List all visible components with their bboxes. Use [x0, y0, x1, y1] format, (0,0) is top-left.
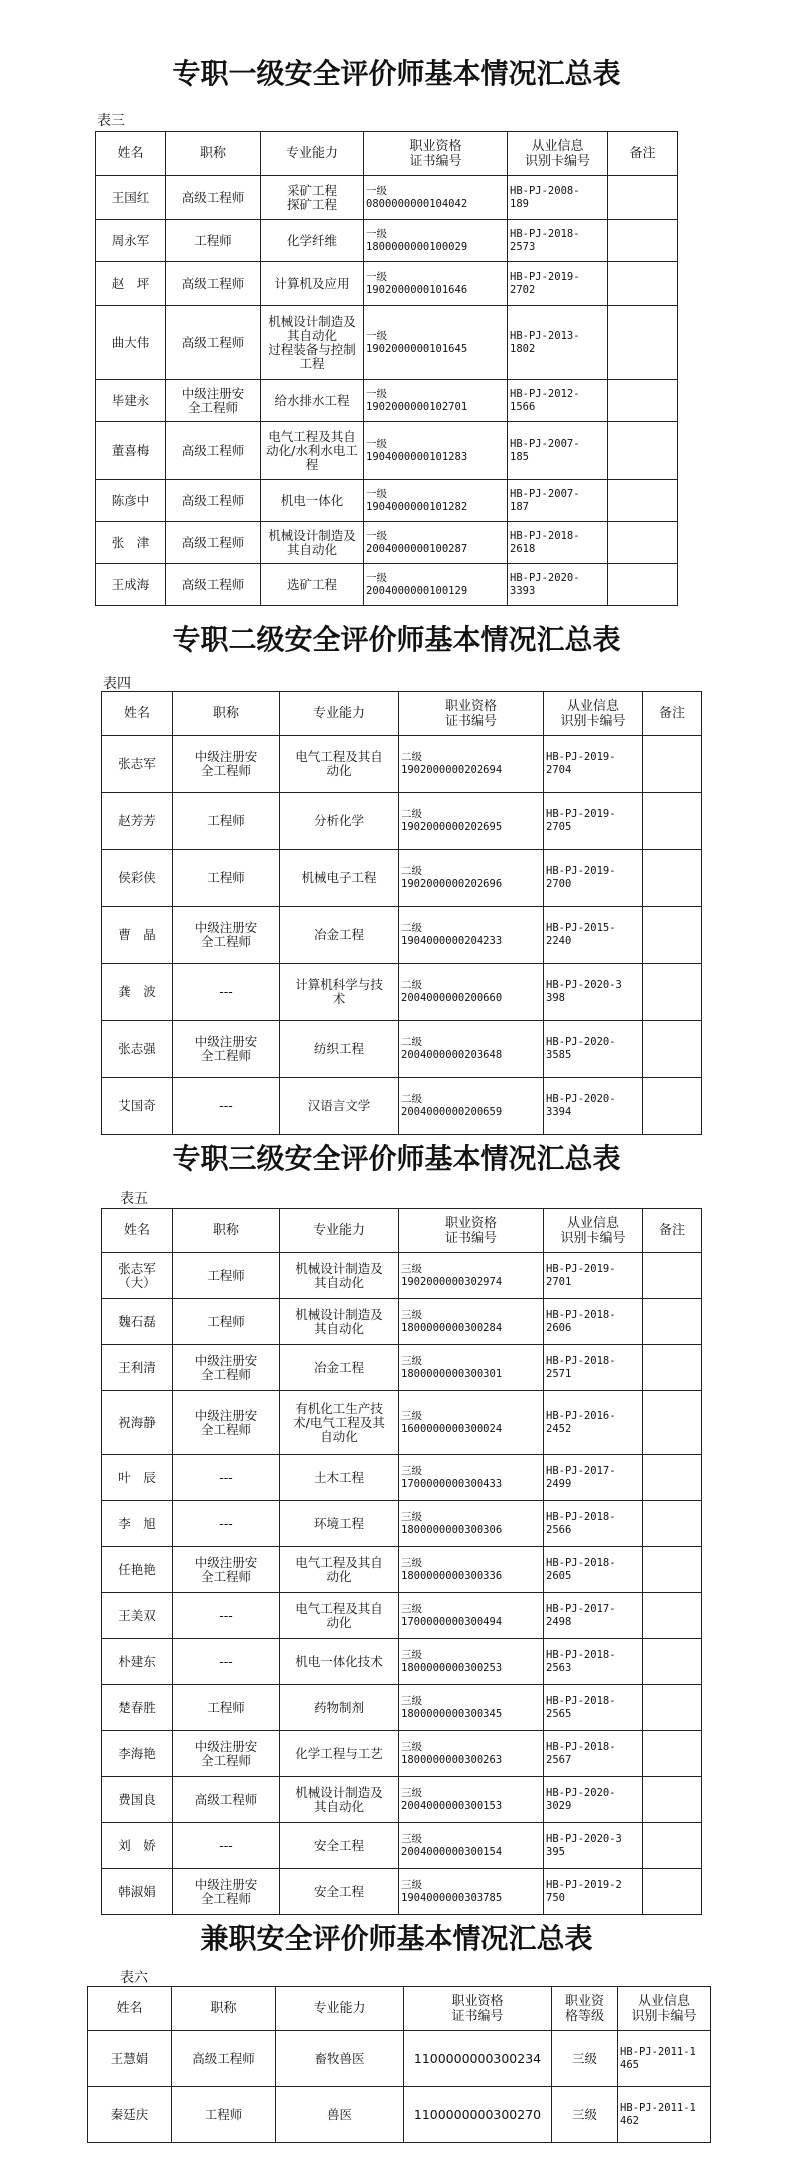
cell-name: 楚春胜 [102, 1685, 173, 1731]
cell-cert: 三级 1800000000300263 [399, 1731, 544, 1777]
cell-cert: 三级 1700000000300494 [399, 1593, 544, 1639]
column-header: 专业能力 [261, 132, 364, 176]
cell-card: HB-PJ-2019- 2704 [544, 736, 643, 793]
cell-note [643, 907, 702, 964]
cell-title: 高级工程师 [173, 1777, 280, 1823]
cell-card: HB-PJ-2020- 3585 [544, 1021, 643, 1078]
cell-name: 朴建东 [102, 1639, 173, 1685]
column-header: 专业能力 [280, 692, 399, 736]
table-row [102, 1547, 702, 1593]
cell-note [643, 1253, 702, 1299]
cell-skill: 给水排水工程 [261, 380, 364, 422]
cell-card: HB-PJ-2015- 2240 [544, 907, 643, 964]
cell-title: 工程师 [172, 2087, 276, 2143]
cell-name: 韩淑娟 [102, 1869, 173, 1915]
table-row [96, 176, 678, 220]
section-4-title: 兼职安全评价师基本情况汇总表 [200, 1922, 593, 1955]
table-row [102, 1731, 702, 1777]
cell-cert: 三级 1800000000300301 [399, 1345, 544, 1391]
cell-note [643, 736, 702, 793]
cell-note [643, 850, 702, 907]
cell-card: HB-PJ-2018- 2567 [544, 1731, 643, 1777]
table-row [102, 907, 702, 964]
cell-name: 王美双 [102, 1593, 173, 1639]
cell-title: 高级工程师 [166, 422, 261, 480]
cell-note [643, 1299, 702, 1345]
cell-title: 高级工程师 [166, 306, 261, 380]
cell-skill: 汉语言文学 [280, 1078, 399, 1135]
cell-skill: 电气工程及其自 动化 [280, 1547, 399, 1593]
table-row [102, 1253, 702, 1299]
table-row [102, 1501, 702, 1547]
cell-note [643, 1501, 702, 1547]
cell-note [608, 306, 678, 380]
cell-note [608, 380, 678, 422]
table-row [96, 522, 678, 564]
cell-cert: 一级 2004000000100129 [364, 564, 508, 606]
table-header-row [102, 692, 702, 736]
section-1-title: 专职一级安全评价师基本情况汇总表 [172, 57, 621, 90]
table-header-row [96, 132, 678, 176]
cell-title: --- [173, 964, 280, 1021]
cell-cert: 一级 1904000000101283 [364, 422, 508, 480]
column-header: 职称 [173, 1209, 280, 1253]
cell-card: HB-PJ-2016- 2452 [544, 1391, 643, 1455]
cell-card: HB-PJ-2007- 185 [508, 422, 608, 480]
cell-title: --- [173, 1823, 280, 1869]
column-header: 职业资格 证书编号 [399, 1209, 544, 1253]
cell-title: 工程师 [173, 1299, 280, 1345]
cell-note [608, 480, 678, 522]
cell-title: 高级工程师 [166, 564, 261, 606]
cell-cert: 一级 0800000000104042 [364, 176, 508, 220]
column-header: 姓名 [88, 1987, 172, 2031]
cell-name: 秦廷庆 [88, 2087, 172, 2143]
cell-cert: 二级 1902000000202694 [399, 736, 544, 793]
cell-skill: 机械设计制造及 其自动化 [261, 522, 364, 564]
cell-skill: 分析化学 [280, 793, 399, 850]
cell-cert: 1100000000300270 [404, 2087, 552, 2143]
column-header: 备注 [643, 692, 702, 736]
table-header-row [88, 1987, 711, 2031]
cell-card: HB-PJ-2017- 2498 [544, 1593, 643, 1639]
table-row [102, 850, 702, 907]
cell-cert: 二级 1902000000202695 [399, 793, 544, 850]
cell-card: HB-PJ-2012- 1566 [508, 380, 608, 422]
cell-note [608, 422, 678, 480]
cell-skill: 选矿工程 [261, 564, 364, 606]
cell-skill: 机电一体化 [261, 480, 364, 522]
cell-note [643, 1639, 702, 1685]
cell-card: HB-PJ-2018- 2618 [508, 522, 608, 564]
cell-card: HB-PJ-2018- 2563 [544, 1639, 643, 1685]
cell-name: 王国红 [96, 176, 166, 220]
cell-name: 周永军 [96, 220, 166, 262]
cell-skill: 化学工程与工艺 [280, 1731, 399, 1777]
cell-skill: 安全工程 [280, 1823, 399, 1869]
cell-note [608, 220, 678, 262]
cell-card: HB-PJ-2017- 2499 [544, 1455, 643, 1501]
cell-card: HB-PJ-2019-2 750 [544, 1869, 643, 1915]
cell-grade: 三级 [552, 2031, 618, 2087]
cell-name: 张志强 [102, 1021, 173, 1078]
cell-skill: 采矿工程 探矿工程 [261, 176, 364, 220]
cell-skill: 电气工程及其自 动化/水利水电工 程 [261, 422, 364, 480]
table-row [96, 262, 678, 306]
table-row [102, 736, 702, 793]
cell-note [643, 1455, 702, 1501]
column-header: 姓名 [102, 1209, 173, 1253]
table-row [102, 1455, 702, 1501]
cell-name: 曹 晶 [102, 907, 173, 964]
cell-title: 高级工程师 [172, 2031, 276, 2087]
cell-skill: 机械设计制造及 其自动化 [280, 1253, 399, 1299]
cell-skill: 电气工程及其自 动化 [280, 1593, 399, 1639]
table-row [96, 422, 678, 480]
cell-note [643, 1823, 702, 1869]
table-row [96, 480, 678, 522]
cell-card: HB-PJ-2019- 2700 [544, 850, 643, 907]
cell-title: 工程师 [173, 850, 280, 907]
cell-skill: 化学纤维 [261, 220, 364, 262]
cell-skill: 安全工程 [280, 1869, 399, 1915]
cell-cert: 一级 1902000000101645 [364, 306, 508, 380]
cell-skill: 冶金工程 [280, 1345, 399, 1391]
cell-name: 李海艳 [102, 1731, 173, 1777]
cell-name: 王利清 [102, 1345, 173, 1391]
cell-name: 叶 辰 [102, 1455, 173, 1501]
cell-title: --- [173, 1078, 280, 1135]
cell-title: --- [173, 1501, 280, 1547]
cell-title: 中级注册安 全工程师 [173, 1345, 280, 1391]
cell-note [643, 1345, 702, 1391]
table-row [102, 1299, 702, 1345]
cell-cert: 三级 1800000000300306 [399, 1501, 544, 1547]
table-row [102, 1777, 702, 1823]
cell-skill: 兽医 [276, 2087, 404, 2143]
table-row [102, 1639, 702, 1685]
cell-card: HB-PJ-2020- 3029 [544, 1777, 643, 1823]
cell-card: HB-PJ-2019- 2705 [544, 793, 643, 850]
table-row [102, 1869, 702, 1915]
cell-title: 中级注册安 全工程师 [173, 1731, 280, 1777]
cell-note [643, 1078, 702, 1135]
cell-title: 中级注册安 全工程师 [173, 1869, 280, 1915]
cell-cert: 三级 2004000000300154 [399, 1823, 544, 1869]
column-header: 职称 [172, 1987, 276, 2031]
cell-title: --- [173, 1639, 280, 1685]
cell-title: 中级注册安 全工程师 [173, 907, 280, 964]
cell-card: HB-PJ-2020-3 395 [544, 1823, 643, 1869]
table-row [102, 964, 702, 1021]
column-header: 职称 [173, 692, 280, 736]
cell-skill: 计算机科学与技 术 [280, 964, 399, 1021]
column-header: 从业信息 识别卡编号 [544, 1209, 643, 1253]
cell-cert: 一级 1902000000101646 [364, 262, 508, 306]
cell-name: 陈彦中 [96, 480, 166, 522]
cell-skill: 机械电子工程 [280, 850, 399, 907]
cell-cert: 二级 2004000000200659 [399, 1078, 544, 1135]
cell-grade: 三级 [552, 2087, 618, 2143]
cell-name: 张志军 （大） [102, 1253, 173, 1299]
column-header: 职业资 格等级 [552, 1987, 618, 2031]
cell-skill: 冶金工程 [280, 907, 399, 964]
cell-note [643, 1021, 702, 1078]
column-header: 备注 [643, 1209, 702, 1253]
section-1-table [95, 131, 678, 606]
cell-title: 中级注册安 全工程师 [166, 380, 261, 422]
cell-skill: 土木工程 [280, 1455, 399, 1501]
cell-card: HB-PJ-2013- 1802 [508, 306, 608, 380]
cell-card: HB-PJ-2011-1 462 [618, 2087, 711, 2143]
cell-note [608, 522, 678, 564]
cell-title: --- [173, 1455, 280, 1501]
section-3-table-label: 表五 [120, 1191, 148, 1207]
cell-name: 龚 波 [102, 964, 173, 1021]
column-header: 从业信息 识别卡编号 [544, 692, 643, 736]
cell-card: HB-PJ-2018- 2605 [544, 1547, 643, 1593]
cell-cert: 一级 1904000000101282 [364, 480, 508, 522]
cell-title: 工程师 [173, 793, 280, 850]
table-row [88, 2087, 711, 2143]
column-header: 专业能力 [280, 1209, 399, 1253]
cell-card: HB-PJ-2008- 189 [508, 176, 608, 220]
table-row [102, 1391, 702, 1455]
cell-name: 赵芳芳 [102, 793, 173, 850]
cell-cert: 一级 1800000000100029 [364, 220, 508, 262]
cell-name: 张 津 [96, 522, 166, 564]
cell-card: HB-PJ-2011-1 465 [618, 2031, 711, 2087]
cell-title: 高级工程师 [166, 480, 261, 522]
cell-skill: 计算机及应用 [261, 262, 364, 306]
cell-name: 毕建永 [96, 380, 166, 422]
cell-cert: 三级 1902000000302974 [399, 1253, 544, 1299]
table-row [96, 564, 678, 606]
cell-title: 中级注册安 全工程师 [173, 1547, 280, 1593]
table-row [96, 306, 678, 380]
section-2-table-label: 表四 [103, 676, 131, 692]
cell-skill: 纺织工程 [280, 1021, 399, 1078]
cell-cert: 三级 1904000000303785 [399, 1869, 544, 1915]
section-4-table [87, 1986, 711, 2143]
section-3-title: 专职三级安全评价师基本情况汇总表 [172, 1142, 621, 1175]
cell-title: --- [173, 1593, 280, 1639]
cell-card: HB-PJ-2020- 3394 [544, 1078, 643, 1135]
table-row [96, 380, 678, 422]
cell-name: 王成海 [96, 564, 166, 606]
cell-name: 张志军 [102, 736, 173, 793]
table-header-row [102, 1209, 702, 1253]
cell-name: 王慧娟 [88, 2031, 172, 2087]
column-header: 备注 [608, 132, 678, 176]
cell-name: 赵 坪 [96, 262, 166, 306]
cell-card: HB-PJ-2019- 2701 [544, 1253, 643, 1299]
cell-skill: 有机化工生产技 术/电气工程及其 自动化 [280, 1391, 399, 1455]
cell-cert: 一级 1902000000102701 [364, 380, 508, 422]
table-row [102, 1593, 702, 1639]
column-header: 姓名 [96, 132, 166, 176]
table-row [102, 1823, 702, 1869]
cell-note [643, 793, 702, 850]
cell-title: 高级工程师 [166, 262, 261, 306]
table-row [102, 1021, 702, 1078]
cell-card: HB-PJ-2018- 2565 [544, 1685, 643, 1731]
cell-skill: 机械设计制造及 其自动化 [280, 1777, 399, 1823]
table-row [102, 1345, 702, 1391]
cell-cert: 三级 1800000000300336 [399, 1547, 544, 1593]
cell-note [643, 1869, 702, 1915]
cell-name: 艾国奇 [102, 1078, 173, 1135]
section-2-table [101, 691, 702, 1135]
cell-title: 工程师 [166, 220, 261, 262]
cell-skill: 电气工程及其自 动化 [280, 736, 399, 793]
cell-cert: 二级 1902000000202696 [399, 850, 544, 907]
cell-title: 中级注册安 全工程师 [173, 1391, 280, 1455]
cell-card: HB-PJ-2020- 3393 [508, 564, 608, 606]
column-header: 职称 [166, 132, 261, 176]
cell-card: HB-PJ-2018- 2573 [508, 220, 608, 262]
column-header: 从业信息 识别卡编号 [618, 1987, 711, 2031]
cell-cert: 三级 2004000000300153 [399, 1777, 544, 1823]
section-3-table [101, 1208, 702, 1915]
cell-name: 曲大伟 [96, 306, 166, 380]
cell-note [643, 1547, 702, 1593]
cell-skill: 机械设计制造及 其自动化 过程装备与控制 工程 [261, 306, 364, 380]
cell-note [643, 1777, 702, 1823]
cell-title: 中级注册安 全工程师 [173, 1021, 280, 1078]
cell-skill: 药物制剂 [280, 1685, 399, 1731]
cell-cert: 一级 2004000000100287 [364, 522, 508, 564]
cell-cert: 三级 1800000000300284 [399, 1299, 544, 1345]
cell-name: 费国良 [102, 1777, 173, 1823]
table-row [88, 2031, 711, 2087]
cell-cert: 三级 1700000000300433 [399, 1455, 544, 1501]
cell-name: 任艳艳 [102, 1547, 173, 1593]
cell-note [608, 564, 678, 606]
table-row [96, 220, 678, 262]
section-4-table-label: 表六 [120, 1970, 148, 1986]
cell-note [608, 176, 678, 220]
column-header: 从业信息 识别卡编号 [508, 132, 608, 176]
section-1-table-label: 表三 [97, 113, 125, 129]
cell-card: HB-PJ-2020-3 398 [544, 964, 643, 1021]
cell-note [643, 964, 702, 1021]
cell-title: 工程师 [173, 1253, 280, 1299]
column-header: 职业资格 证书编号 [364, 132, 508, 176]
cell-name: 董喜梅 [96, 422, 166, 480]
cell-title: 高级工程师 [166, 522, 261, 564]
cell-title: 中级注册安 全工程师 [173, 736, 280, 793]
cell-title: 工程师 [173, 1685, 280, 1731]
cell-cert: 1100000000300234 [404, 2031, 552, 2087]
cell-cert: 二级 2004000000203648 [399, 1021, 544, 1078]
section-2-title: 专职二级安全评价师基本情况汇总表 [172, 623, 621, 656]
cell-card: HB-PJ-2007- 187 [508, 480, 608, 522]
cell-name: 祝海静 [102, 1391, 173, 1455]
cell-note [643, 1391, 702, 1455]
cell-title: 高级工程师 [166, 176, 261, 220]
cell-cert: 三级 1600000000300024 [399, 1391, 544, 1455]
table-row [102, 1078, 702, 1135]
cell-cert: 二级 2004000000200660 [399, 964, 544, 1021]
cell-note [643, 1593, 702, 1639]
cell-name: 侯彩侠 [102, 850, 173, 907]
column-header: 职业资格 证书编号 [399, 692, 544, 736]
column-header: 专业能力 [276, 1987, 404, 2031]
cell-note [643, 1731, 702, 1777]
cell-name: 李 旭 [102, 1501, 173, 1547]
table-row [102, 1685, 702, 1731]
cell-card: HB-PJ-2019- 2702 [508, 262, 608, 306]
cell-note [608, 262, 678, 306]
cell-name: 刘 娇 [102, 1823, 173, 1869]
cell-note [643, 1685, 702, 1731]
cell-skill: 环境工程 [280, 1501, 399, 1547]
column-header: 姓名 [102, 692, 173, 736]
cell-skill: 机电一体化技术 [280, 1639, 399, 1685]
cell-card: HB-PJ-2018- 2606 [544, 1299, 643, 1345]
cell-skill: 机械设计制造及 其自动化 [280, 1299, 399, 1345]
cell-name: 魏石磊 [102, 1299, 173, 1345]
column-header: 职业资格 证书编号 [404, 1987, 552, 2031]
cell-card: HB-PJ-2018- 2566 [544, 1501, 643, 1547]
cell-card: HB-PJ-2018- 2571 [544, 1345, 643, 1391]
cell-skill: 畜牧兽医 [276, 2031, 404, 2087]
cell-cert: 三级 1800000000300253 [399, 1639, 544, 1685]
cell-cert: 三级 1800000000300345 [399, 1685, 544, 1731]
cell-cert: 二级 1904000000204233 [399, 907, 544, 964]
table-row [102, 793, 702, 850]
